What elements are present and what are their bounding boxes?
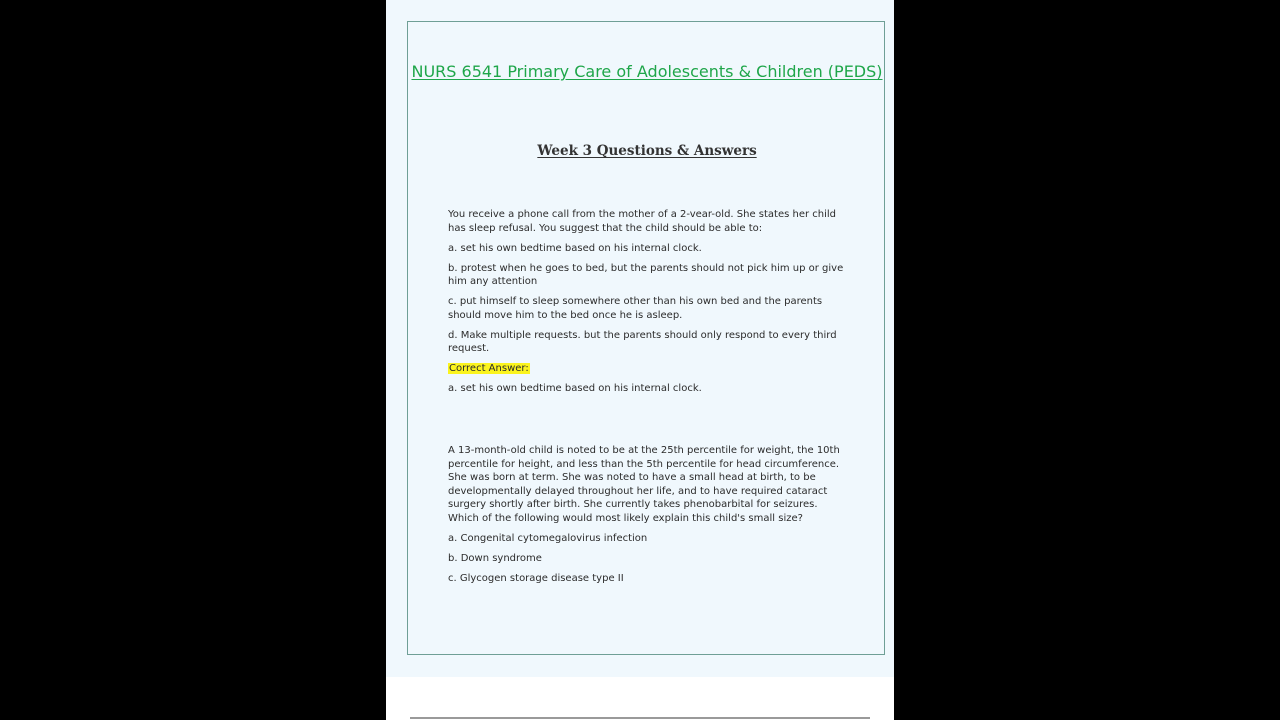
question-2: [448, 444, 848, 592]
question-1-stem: You receive a phone call from the mother of a 2-vear-old. She states her child has sleep refusal. You suggest that the child should be able to:: [448, 209, 837, 234]
page-column: [386, 0, 894, 720]
question-2-stem: A 13-month-old child is noted to be at the 25th percentile for weight, the 10th percentile for height, and less than the 5th percentile for head circumference. She was born at term. She was noted to have a small head at birth, to be developmentally delayed throughout her life, and to have required cataract surgery shortly after birth. She currently takes phenobarbital for seizures. Which of the following would most likely explain this child's small size?: [448, 445, 840, 524]
question-1-option-a: a. set his own bedtime based on his internal clock.: [448, 242, 702, 254]
correct-answer-label: Correct Answer:: [449, 363, 529, 374]
document-page: [386, 0, 894, 677]
next-page-top-rule: [410, 717, 870, 719]
question-1-option-d: d. Make multiple requests. but the parents should only respond to every third request.: [448, 329, 837, 354]
question-2-option-c: c. Glycogen storage disease type II: [448, 572, 624, 584]
question-1: [448, 208, 848, 402]
document-subtitle: Week 3 Questions & Answers: [537, 143, 757, 159]
page-border-frame: [407, 21, 885, 655]
question-2-option-a: a. Congenital cytomegalovirus infection: [448, 532, 648, 544]
question-1-correct-answer: a. set his own bedtime based on his internal clock.: [448, 383, 702, 394]
correct-answer-label-row: [448, 362, 848, 376]
question-2-option-b: b. Down syndrome: [448, 552, 542, 564]
document-title[interactable]: NURS 6541 Primary Care of Adolescents & Children (PEDS): [411, 62, 883, 81]
question-1-option-b: b. protest when he goes to bed, but the parents should not pick him up or give him any attention: [448, 262, 844, 287]
question-1-option-c: c. put himself to sleep somewhere other than his own bed and the parents should move him to the bed once he is asleep.: [448, 296, 823, 321]
